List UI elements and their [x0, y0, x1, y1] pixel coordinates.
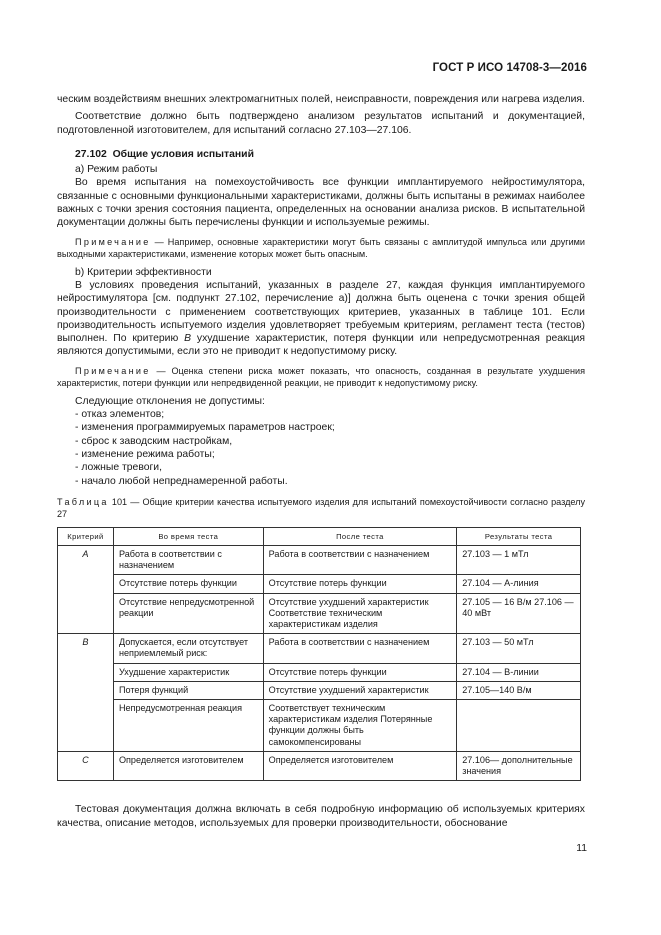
section-title: Общие условия испытаний — [112, 148, 254, 160]
note-label: Примечание — [75, 365, 151, 376]
document-code: ГОСТ Р ИСО 14708-3—2016 — [432, 62, 587, 74]
paragraph: Следующие отклонения не допустимы: — [75, 395, 265, 407]
subheading-a: а) Режим работы — [75, 164, 158, 176]
table-cell: Ухудшение характеристик — [113, 663, 263, 681]
table-cell: 27.103 — 50 мТл — [457, 634, 581, 663]
table-row — [58, 575, 581, 593]
list-item: - изменения программируемых параметров настроек; — [75, 422, 335, 434]
criterion-letter: B — [184, 333, 192, 345]
paragraph-text: ухудшение характеристик, потеря функции или непредусмотренная реакция являются допустимыми, если это не приводит к недопустимому риску. — [57, 333, 585, 358]
table-cell: Работа в соответствии с назначением — [263, 634, 457, 663]
table-row — [58, 751, 581, 780]
note-label: Примечание — [75, 236, 151, 247]
table-cell: Работа в соответствии с назначением — [113, 546, 263, 575]
table-cell — [457, 700, 581, 752]
criterion-cell: C — [58, 751, 114, 780]
criteria-table — [57, 527, 581, 781]
subheading-b: b) Критерии эффективности — [75, 266, 212, 278]
list-item: - начало любой непреднамеренной работы. — [75, 475, 288, 487]
page-content — [57, 93, 585, 830]
table-cell: Работа в соответствии с назначением — [263, 546, 457, 575]
table-cell: Потеря функций — [113, 681, 263, 699]
table-cell: Допускается, если отсутствует неприемлемый риск: — [113, 634, 263, 663]
note-text: — Оценка степени риска может показать, что опасность, созданная в результате ухудшения характеристик, потери функции или непредвиденной реакции, не приводит к недопустимому риску. — [57, 365, 585, 388]
table-caption — [57, 496, 585, 520]
column-header: Результаты теста — [457, 527, 581, 545]
table-cell: Определяется изготовителем — [113, 751, 263, 780]
table-cell: Отсутствие ухудшений характеристик Соответствие техническим характеристикам изделия — [263, 593, 457, 634]
table-cell: Определяется изготовителем — [263, 751, 457, 780]
paragraph-text: В условиях проведения испытаний, указанных в разделе 27, каждая функция имплантируемого нейростимулятора [см. подпункт 27.102, перечисление а)] должна быть оценена с точки зрения общей производительности с применением соответствующих критериев, указанных в таблице 101. Если производительность испытуемого изделия удовлетворяет требуемым критериям, регламент теста (тестов) выполнен. По критерию — [57, 279, 585, 345]
section-number: 27.102 — [75, 148, 107, 160]
table-row — [58, 700, 581, 752]
table-cell: Отсутствие потерь функции — [263, 575, 457, 593]
note — [57, 236, 585, 260]
note — [57, 365, 585, 389]
column-header: После теста — [263, 527, 457, 545]
note-text: — Например, основные характеристики могут быть связаны с амплитудой импульса или другими выходными характеристиками, изменение которых может быть опасным. — [57, 236, 585, 259]
deviation-list — [57, 408, 585, 488]
criterion-cell: B — [58, 634, 114, 752]
paragraph — [57, 279, 585, 359]
table-cell: 27.104 — В-линии — [457, 663, 581, 681]
column-header: Во время теста — [113, 527, 263, 545]
table-cell: 27.106— дополнительные значения — [457, 751, 581, 780]
paragraph: ческим воздействиям внешних электромагнитных полей, неисправности, повреждения или нагрева изделия. — [57, 94, 585, 105]
list-item: - отказ элементов; — [75, 409, 165, 421]
paragraph: Во время испытания на помехоустойчивость все функции имплантируемого нейростимулятора, связанные с основными функциональными характеристиками, должны быть испытаны в режимах наиболее важных с точки зрения состояния пациента, определенных на основании анализа рисков. В испытательной документации должны быть перечислены функции и используемые режимы. — [57, 177, 585, 229]
column-header: Критерий — [58, 527, 114, 545]
table-cell: 27.103 — 1 мТл — [457, 546, 581, 575]
table-caption-label: Таблица — [57, 496, 109, 507]
list-item: - сброс к заводским настройкам, — [75, 435, 233, 447]
table-row — [58, 634, 581, 663]
table-cell: Отсутствие ухудшений характеристик — [263, 681, 457, 699]
table-cell: Непредусмотренная реакция — [113, 700, 263, 752]
table-row — [58, 681, 581, 699]
page-number: 11 — [576, 843, 587, 854]
paragraph: Тестовая документация должна включать в себя подробную информацию об используемых критериях качества, описание методов, используемых для проверки производительности, обоснование — [57, 804, 585, 829]
table-cell: 27.104 — А-линия — [457, 575, 581, 593]
table-caption-text: 101 — Общие критерии качества испытуемого изделия для испытаний помехоустойчивости согласно разделу 27 — [57, 496, 585, 519]
list-item: - ложные тревоги, — [75, 462, 162, 474]
table-cell: Отсутствие потерь функции — [113, 575, 263, 593]
table-cell: Отсутствие непредусмотренной реакции — [113, 593, 263, 634]
table-cell: 27.105—140 В/м — [457, 681, 581, 699]
table-row — [58, 663, 581, 681]
criterion-cell: A — [58, 546, 114, 634]
table-header-row — [58, 527, 581, 545]
paragraph: Соответствие должно быть подтверждено анализом результатов испытаний и документацией, подготовленной изготовителем, для испытаний согласно 27.103—27.106. — [57, 111, 585, 136]
list-item: - изменение режима работы; — [75, 448, 215, 460]
section-heading — [57, 148, 585, 161]
table-cell: Отсутствие потерь функции — [263, 663, 457, 681]
table-cell: Соответствует техническим характеристикам изделия Потерянные функции должны быть самокомпенсированы — [263, 700, 457, 752]
table-cell: 27.105 — 16 В/м 27.106 — 40 мВт — [457, 593, 581, 634]
table-row — [58, 546, 581, 575]
table-row — [58, 593, 581, 634]
